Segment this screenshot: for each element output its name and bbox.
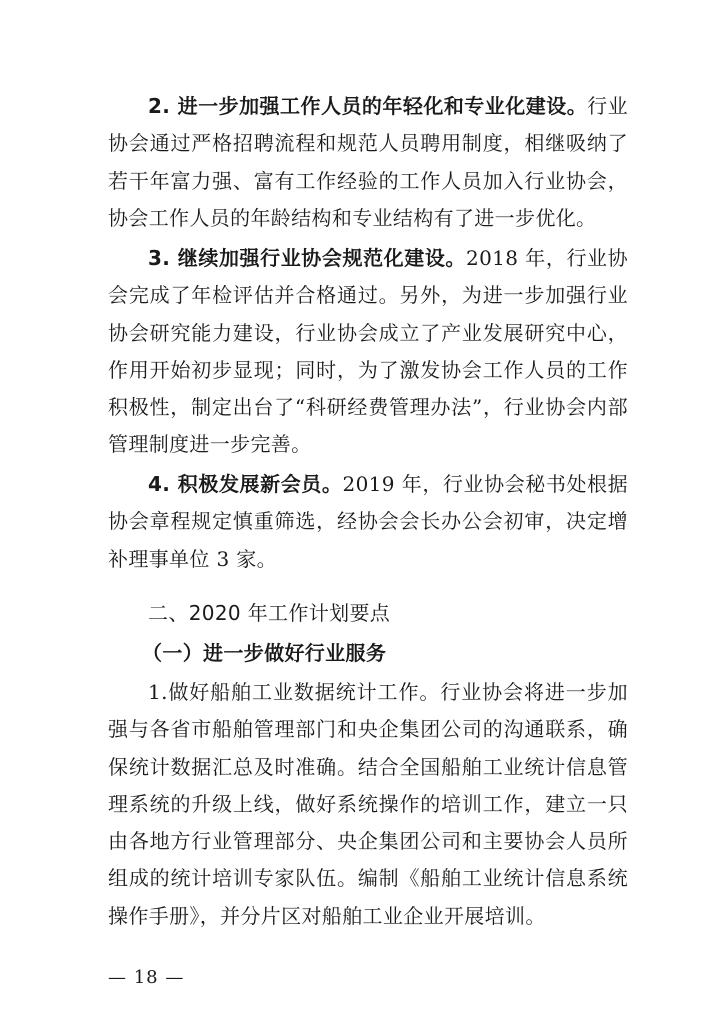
paragraph-youth-professionalization (108, 88, 628, 237)
paragraph-lead: 2. 进一步加强工作人员的年轻化和专业化建设。 (148, 94, 588, 118)
paragraph-lead: 4. 积极发展新会员。 (148, 472, 343, 496)
paragraph-new-members (108, 466, 628, 578)
paragraph-body: 2018 年，行业协会完成了年检评估并合格通过。另外，为进一步加强行业协会研究能力建设，行业协会成立了产业发展研究中心，作用开始初步显现；同时，为了激发协会工作人员的工作积极性，制定出台了“科研经费管理办法”，行业协会内部管理制度进一步完善。 (108, 246, 628, 457)
paragraph-body: 行业协会通过严格招聘流程和规范人员聘用制度，相继吸纳了若干年富力强、富有工作经验的工作人员加入行业协会，协会工作人员的年龄结构和专业结构有了进一步优化。 (108, 94, 628, 230)
paragraph-standardization (108, 240, 628, 464)
section-heading: 二、2020 年工作计划要点 (148, 601, 391, 625)
paragraph-statistics-work: 1.做好船舶工业数据统计工作。行业协会将进一步加强与各省市船舶管理部门和央企集团公司的沟通联系，确保统计数据汇总及时准确。结合全国船舶工业统计信息管理系统的升级上线，做好系统操作的培训工作，建立一只由各地方行业管理部分、央企集团公司和主要协会人员所组成的统计培训专家队伍。编制《船舶工业统计信息系统操作手册》，并分片区对船舶工业企业开展培训。 (108, 680, 628, 928)
paragraph-lead: 3. 继续加强行业协会规范化建设。 (148, 246, 467, 270)
page-number: — 18 — (108, 967, 185, 988)
paragraph-body: 2019 年，行业协会秘书处根据协会章程规定慎重筛选，经协会会长办公会初审，决定增补理事单位 3 家。 (108, 472, 629, 571)
subsection-heading: （一）进一步做好行业服务 (142, 641, 387, 665)
